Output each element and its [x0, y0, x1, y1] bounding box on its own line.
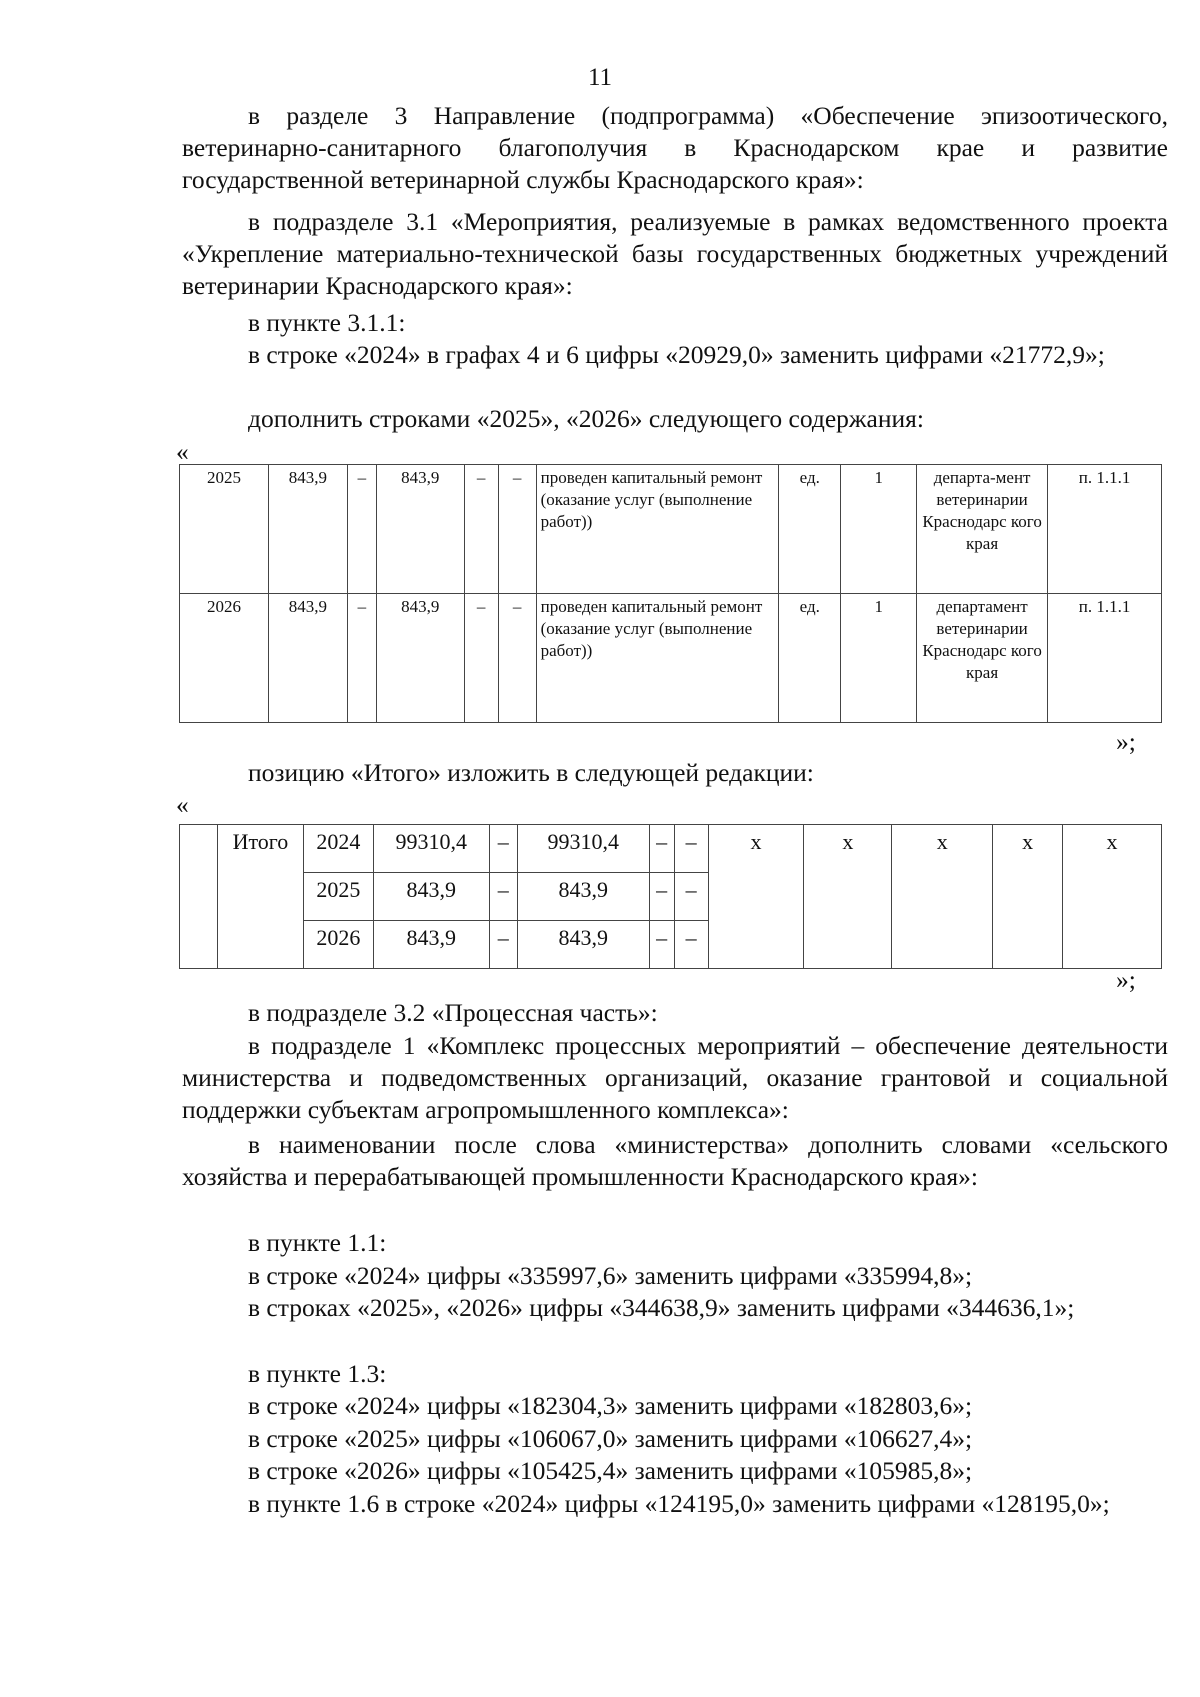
open-quote: « [176, 790, 189, 819]
cell-local: – [464, 465, 498, 594]
paragraph-row-2024: в строке «2024» в графах 4 и 6 цифры «20929,0» заменить цифрами «21772,9»; [248, 340, 1105, 369]
paragraph-section-3: в разделе 3 Направление (подпрограмма) «Обеспечение эпизоотического, ветеринарно-санитарного благополучия в Краснодарском крае и развитие государственной ветеринарной службы Краснодарского края»: [182, 101, 1168, 194]
cell-x: х [1063, 825, 1162, 969]
cell-federal: – [347, 594, 376, 723]
cell-x: х [892, 825, 993, 969]
cell-x: х [708, 825, 804, 969]
cell-local: – [464, 594, 498, 723]
cell-result: проведен капитальный ремонт (оказание услуг (выполнение работ)) [536, 594, 779, 723]
cell-local: – [649, 921, 674, 969]
close-quote: »; [1116, 727, 1136, 756]
cell-regional: 843,9 [376, 465, 464, 594]
table-row [180, 594, 1162, 723]
cell-local: – [649, 825, 674, 873]
cell-total: 843,9 [373, 873, 489, 921]
cell-federal: – [489, 921, 517, 969]
paragraph-row-2026-1-3: в строке «2026» цифры «105425,4» заменить цифрами «105985,8»; [248, 1456, 973, 1485]
cell-unit: ед. [779, 594, 841, 723]
cell-regional: 843,9 [517, 921, 649, 969]
table-itogo [179, 824, 1162, 969]
table-row [180, 465, 1162, 594]
cell-other: – [674, 825, 708, 873]
cell-x: х [993, 825, 1063, 969]
paragraph-point-1-1: в пункте 1.1: [248, 1228, 387, 1257]
table-row [180, 825, 1162, 873]
cell-unit: ед. [779, 465, 841, 594]
cell-year: 2024 [303, 825, 373, 873]
cell-regional: 843,9 [517, 873, 649, 921]
cell-federal: – [489, 825, 517, 873]
cell-year: 2025 [180, 465, 269, 594]
cell-year: 2026 [303, 921, 373, 969]
cell-total: 99310,4 [373, 825, 489, 873]
cell-result: проведен капитальный ремонт (оказание услуг (выполнение работ)) [536, 465, 779, 594]
cell-local: – [649, 873, 674, 921]
paragraph-subsection-3-2: в подразделе 3.2 «Процессная часть»: [248, 998, 658, 1027]
cell-other: – [674, 921, 708, 969]
paragraph-row-2024-1-1: в строке «2024» цифры «335997,6» заменить цифрами «335994,8»; [248, 1261, 973, 1290]
open-quote: « [176, 437, 189, 466]
paragraph-itogo-intro: позицию «Итого» изложить в следующей редакции: [248, 758, 814, 787]
paragraph-row-2025-1-3: в строке «2025» цифры «106067,0» заменить цифрами «106627,4»; [248, 1424, 973, 1453]
cell-regional: 843,9 [376, 594, 464, 723]
cell-other: – [674, 873, 708, 921]
paragraph-rows-2025-2026: в строках «2025», «2026» цифры «344638,9» заменить цифрами «344636,1»; [248, 1293, 1075, 1322]
cell-regional: 99310,4 [517, 825, 649, 873]
page-number: 11 [587, 64, 613, 91]
cell-itogo-label: Итого [217, 825, 303, 969]
cell-total: 843,9 [373, 921, 489, 969]
cell-reference: п. 1.1.1 [1048, 594, 1162, 723]
cell-qty: 1 [841, 594, 917, 723]
cell-federal: – [347, 465, 376, 594]
close-quote: »; [1116, 965, 1136, 994]
cell-other: – [498, 594, 536, 723]
cell-x: х [804, 825, 892, 969]
cell-federal: – [489, 873, 517, 921]
cell-empty [180, 825, 218, 969]
cell-executor: департамент ветеринарии Краснодарс кого края [917, 594, 1048, 723]
paragraph-subsection-1: в подразделе 1 «Комплекс процессных мероприятий – обеспечение деятельности министерства и подведомственных организаций, оказание грантовой и социальной поддержки субъектам агропромышленного комплекса»: [182, 1031, 1168, 1124]
paragraph-name-change: в наименовании после слова «министерства» дополнить словами «сельского хозяйства и перерабатывающей промышленности Краснодарского края»: [182, 1130, 1168, 1191]
cell-year: 2025 [303, 873, 373, 921]
paragraph-row-2024-1-3: в строке «2024» цифры «182304,3» заменить цифрами «182803,6»; [248, 1391, 973, 1420]
table-activities [179, 464, 1162, 723]
cell-other: – [498, 465, 536, 594]
paragraph-point-3-1-1: в пункте 3.1.1: [248, 308, 406, 337]
paragraph-subsection-3-1: в подразделе 3.1 «Мероприятия, реализуемые в рамках ведомственного проекта «Укрепление материально-технической базы государственных бюджетных учреждений ветеринарии Краснодарского края»: [182, 207, 1168, 300]
paragraph-point-1-6: в пункте 1.6 в строке «2024» цифры «124195,0» заменить цифрами «128195,0»; [248, 1489, 1110, 1518]
cell-reference: п. 1.1.1 [1048, 465, 1162, 594]
paragraph-add-rows: дополнить строками «2025», «2026» следующего содержания: [248, 404, 924, 433]
cell-year: 2026 [180, 594, 269, 723]
cell-qty: 1 [841, 465, 917, 594]
paragraph-point-1-3: в пункте 1.3: [248, 1359, 387, 1388]
cell-total: 843,9 [268, 594, 347, 723]
cell-total: 843,9 [268, 465, 347, 594]
cell-executor: департа-мент ветеринарии Краснодарс кого края [917, 465, 1048, 594]
